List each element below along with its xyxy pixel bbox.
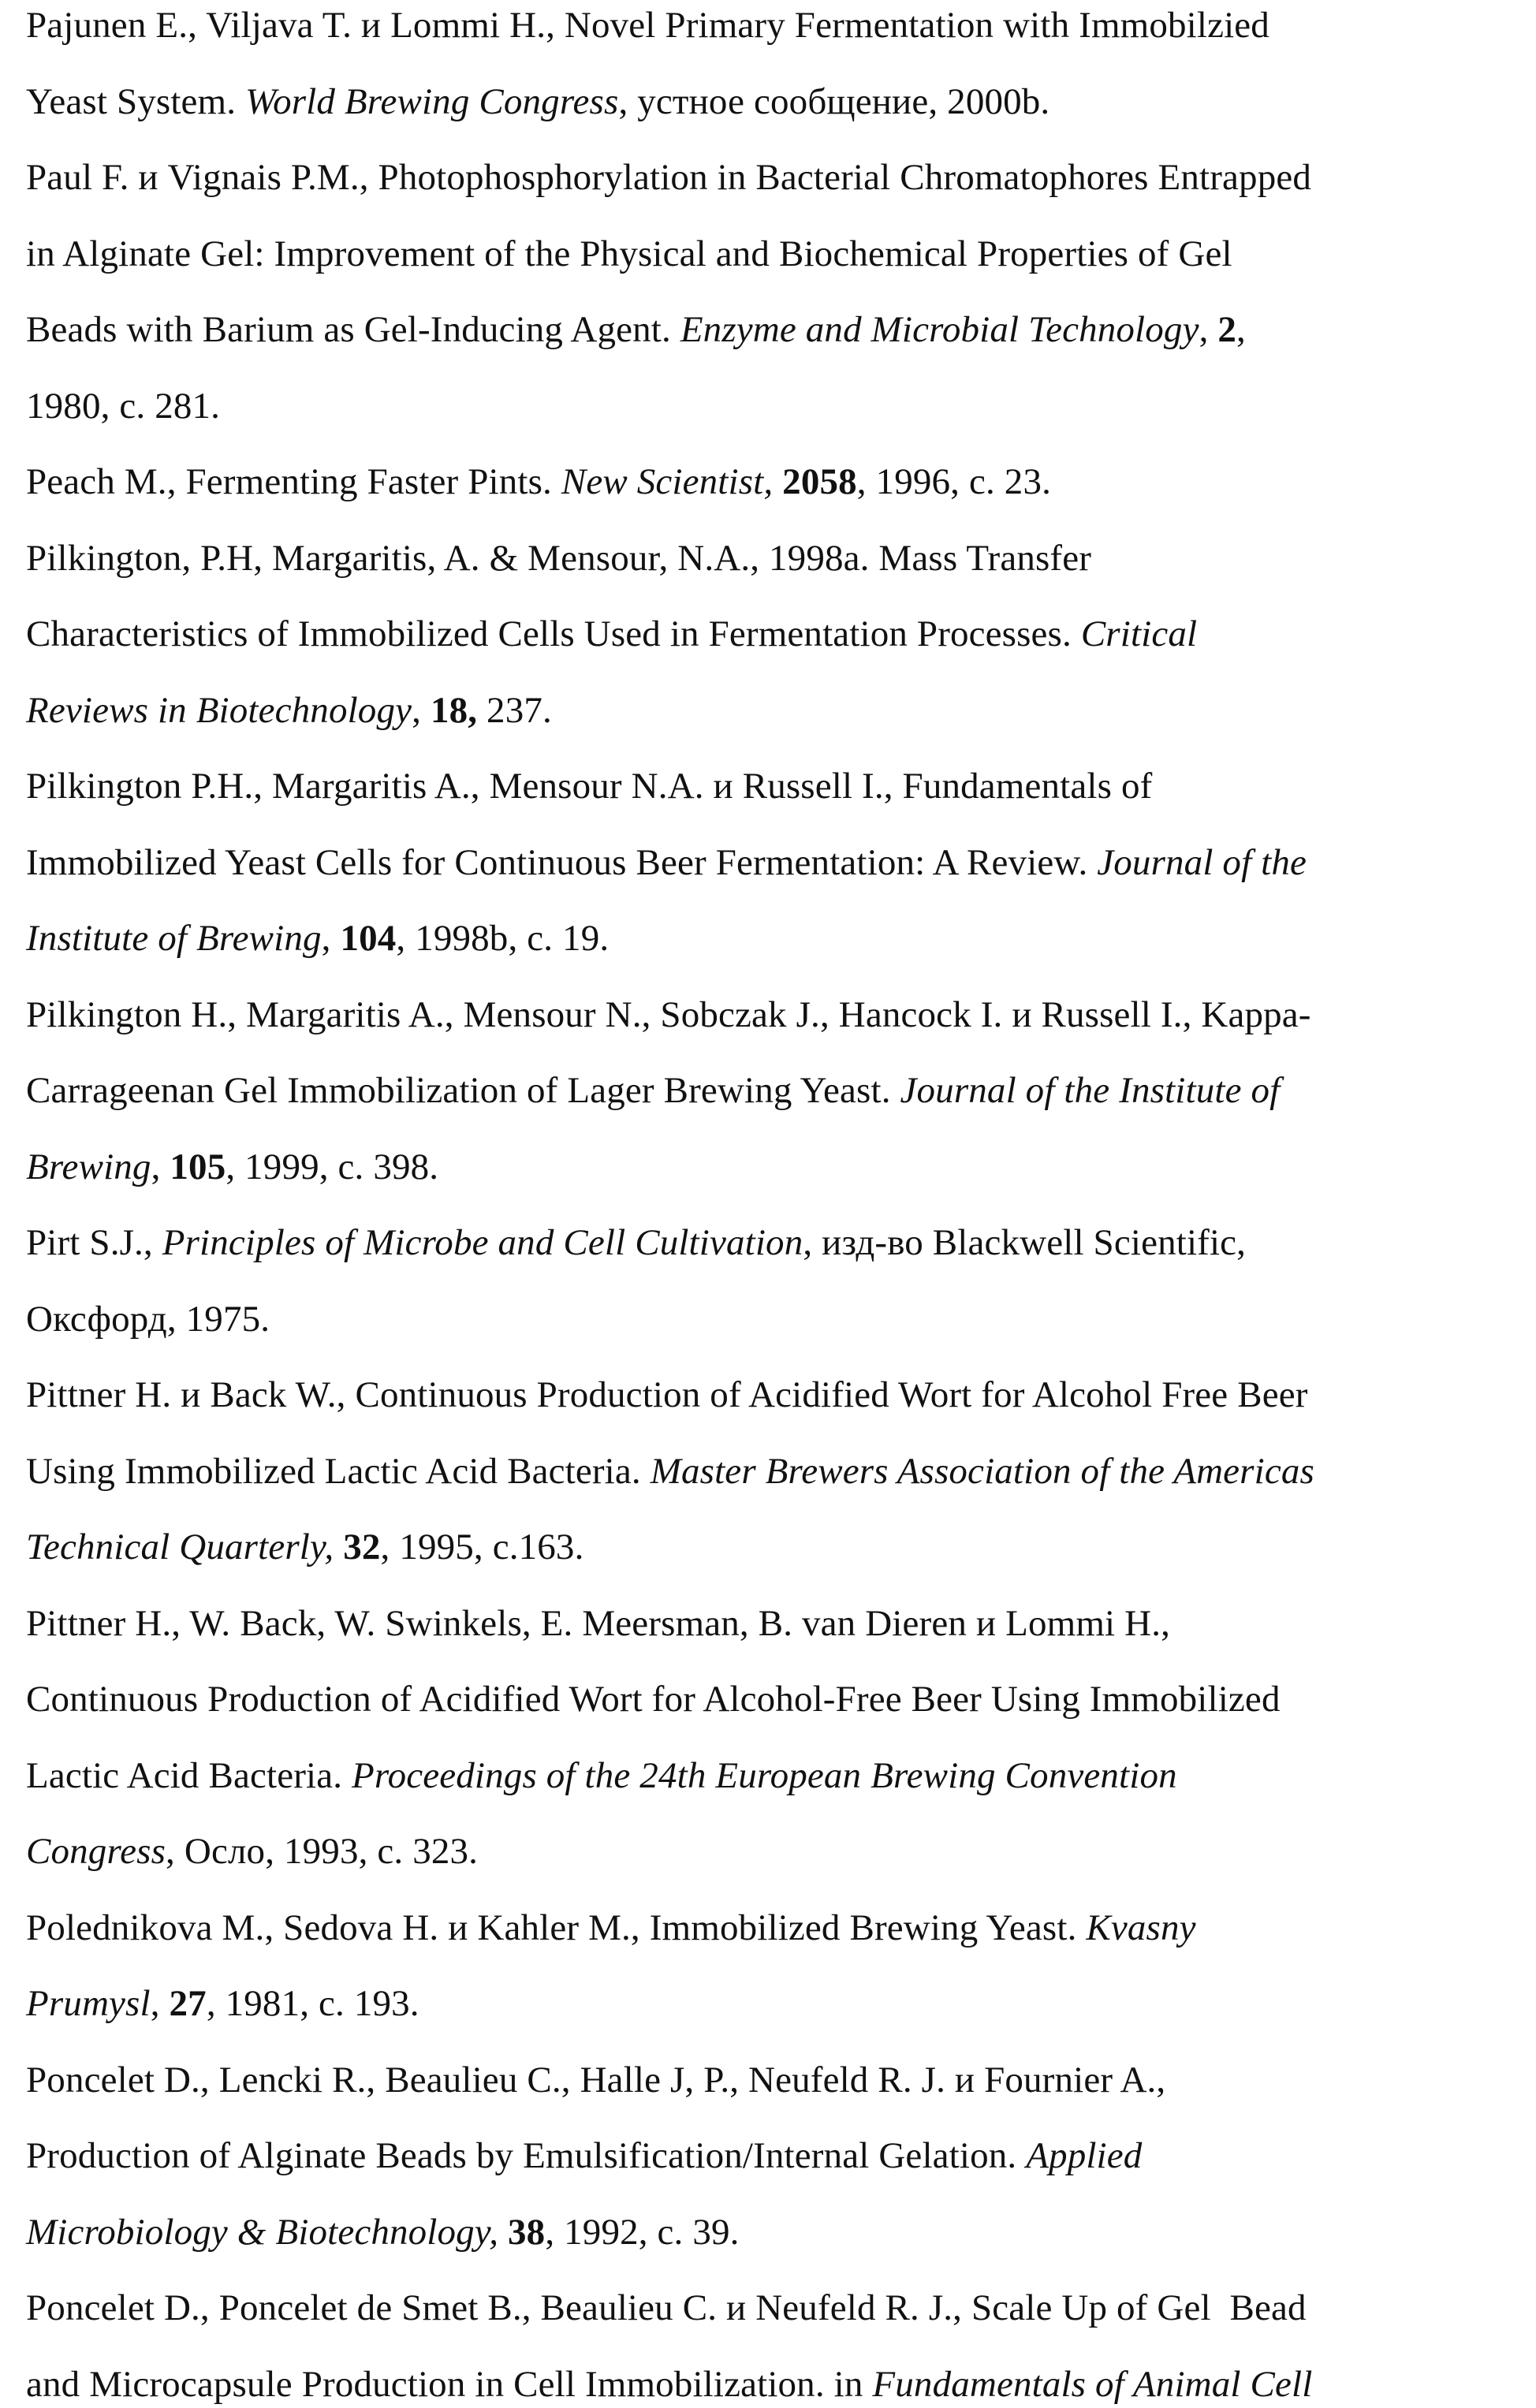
text-run: Pilkington, P.H, Margaritis, A. & Mensour, N.A., 1998a. Mass Transfer xyxy=(26,538,1091,579)
italic-text: Master Brewers Association of the Americas xyxy=(651,1451,1314,1492)
text-run: Pittner H., W. Back, W. Swinkels, E. Meersman, B. van Dieren и Lommi H., xyxy=(26,1603,1170,1644)
italic-text: New Scientist, xyxy=(561,461,773,502)
reference-line xyxy=(26,1295,270,1343)
italic-text: Principles of Microbe and Cell Cultivation xyxy=(162,1222,803,1263)
italic-text: Kvasny xyxy=(1086,1907,1195,1948)
text-run: Paul F. и Vignais P.M., Photophosphorylation in Bacterial Chromatophores Entrapped xyxy=(26,157,1311,198)
reference-line xyxy=(26,2361,1312,2408)
text-run: , xyxy=(1236,309,1246,350)
text-run: 237. xyxy=(477,690,552,731)
text-run: , 1992, с. 39. xyxy=(545,2212,739,2253)
reference-line xyxy=(26,1600,1170,1647)
reference-line xyxy=(26,230,1232,278)
text-run: Characteristics of Immobilized Cells Used in Fermentation Processes. xyxy=(26,613,1081,654)
italic-text: Institute of Brewing xyxy=(26,918,322,959)
bold-text: 32 xyxy=(343,1526,380,1567)
reference-line xyxy=(26,1143,438,1191)
text-run: , 1996, с. 23. xyxy=(857,461,1051,502)
text-run: in Alginate Gel: Improvement of the Physical and Biochemical Properties of Gel xyxy=(26,233,1232,274)
bold-text: 38 xyxy=(508,2212,545,2253)
text-run xyxy=(498,2212,508,2253)
bold-text: 105 xyxy=(170,1146,226,1187)
text-run: and Microcapsule Production in Cell Immobilization. in xyxy=(26,2364,872,2405)
text-run: , устное сообщение, 2000b. xyxy=(618,81,1049,122)
text-run: , 1981, с. 193. xyxy=(207,1983,419,2024)
italic-text: Prumysl xyxy=(26,1983,151,2024)
text-run: Оксфорд, 1975. xyxy=(26,1299,270,1340)
reference-list-page xyxy=(26,0,1520,2180)
text-run: 1980, с. 281. xyxy=(26,386,220,427)
italic-text: Proceedings of the 24th European Brewing Convention xyxy=(352,1755,1177,1796)
italic-text: Journal of the xyxy=(1097,842,1307,883)
reference-line xyxy=(26,687,552,734)
text-run: Pajunen E., Viljava T. и Lommi H., Novel Primary Fermentation with Immobilzied xyxy=(26,5,1269,46)
reference-line xyxy=(26,2132,1142,2179)
text-run: Production of Alginate Beads by Emulsification/Internal Gelation. xyxy=(26,2135,1026,2176)
text-run: Pilkington H., Margaritis A., Mensour N., Sobczak J., Hancock I. и Russell I., Kappa- xyxy=(26,994,1311,1035)
reference-line xyxy=(26,1067,1280,1114)
reference-line xyxy=(26,1676,1281,1723)
text-run: , xyxy=(151,1983,170,2024)
text-run: , xyxy=(322,918,341,959)
text-run: Pirt S.J., xyxy=(26,1222,162,1263)
text-run: Peach M., Fermenting Faster Pints. xyxy=(26,461,561,502)
reference-line xyxy=(26,1371,1308,1418)
text-run: , xyxy=(1199,309,1218,350)
italic-text: Critical xyxy=(1081,613,1197,654)
reference-line xyxy=(26,2209,740,2256)
reference-line xyxy=(26,382,220,430)
reference-line xyxy=(26,1828,478,1875)
text-run xyxy=(773,461,782,502)
italic-text: Enzyme and Microbial Technology xyxy=(680,309,1199,350)
text-run: Carrageenan Gel Immobilization of Lager Brewing Yeast. xyxy=(26,1070,900,1111)
text-run: , изд-во Blackwell Scientific, xyxy=(803,1222,1246,1263)
reference-line xyxy=(26,1904,1196,1951)
italic-text: World Brewing Congress xyxy=(245,81,618,122)
text-run: , 1999, с. 398. xyxy=(226,1146,438,1187)
text-run: Beads with Barium as Gel-Inducing Agent. xyxy=(26,309,680,350)
text-run: , xyxy=(412,690,431,731)
text-run: Pittner H. и Back W., Continuous Production of Acidified Wort for Alcohol Free Beer xyxy=(26,1374,1308,1415)
reference-line xyxy=(26,915,609,962)
italic-text: Fundamentals of Animal Cell xyxy=(872,2364,1312,2405)
reference-line xyxy=(26,535,1091,582)
reference-line xyxy=(26,1752,1177,1799)
italic-text: Applied xyxy=(1026,2135,1142,2176)
reference-line xyxy=(26,610,1197,658)
reference-line xyxy=(26,2,1269,49)
text-run: Immobilized Yeast Cells for Continuous Beer Fermentation: A Review. xyxy=(26,842,1097,883)
text-run: Poncelet D., Lencki R., Beaulieu C., Halle J, P., Neufeld R. J. и Fournier A., xyxy=(26,2059,1165,2100)
bold-text: 27 xyxy=(170,1983,207,2024)
reference-line xyxy=(26,154,1311,201)
text-run: Poncelet D., Poncelet de Smet B., Beaulieu C. и Neufeld R. J., Scale Up of Gel Bead xyxy=(26,2287,1307,2328)
text-run: , 1998b, с. 19. xyxy=(396,918,609,959)
text-run: , xyxy=(151,1146,170,1187)
text-run: , Осло, 1993, с. 323. xyxy=(166,1831,478,1872)
italic-text: Reviews in Biotechnology xyxy=(26,690,412,731)
text-run: Using Immobilized Lactic Acid Bacteria. xyxy=(26,1451,651,1492)
bold-text: 2 xyxy=(1217,309,1236,350)
reference-line xyxy=(26,839,1307,886)
reference-line xyxy=(26,1448,1314,1495)
reference-line xyxy=(26,1219,1246,1266)
text-run xyxy=(334,1526,343,1567)
reference-line xyxy=(26,991,1311,1038)
italic-text: Microbiology & Biotechnology, xyxy=(26,2212,498,2253)
bold-text: 104 xyxy=(340,918,396,959)
reference-line xyxy=(26,458,1051,505)
reference-line xyxy=(26,1523,583,1571)
reference-line xyxy=(26,2056,1165,2104)
italic-text: Congress xyxy=(26,1831,166,1872)
reference-line xyxy=(26,762,1152,810)
text-run: Polednikova M., Sedova H. и Kahler M., Immobilized Brewing Yeast. xyxy=(26,1907,1086,1948)
italic-text: Brewing xyxy=(26,1146,151,1187)
reference-line xyxy=(26,2284,1307,2332)
reference-line xyxy=(26,306,1246,353)
reference-line xyxy=(26,78,1049,125)
text-run: Yeast System. xyxy=(26,81,245,122)
text-run: , 1995, с.163. xyxy=(381,1526,584,1567)
text-run: Pilkington P.H., Margaritis A., Mensour N.A. и Russell I., Fundamentals of xyxy=(26,766,1152,807)
italic-text: Technical Quarterly, xyxy=(26,1526,334,1567)
bold-text: 18, xyxy=(431,690,477,731)
text-run: Lactic Acid Bacteria. xyxy=(26,1755,352,1796)
text-run: Continuous Production of Acidified Wort for Alcohol-Free Beer Using Immobilized xyxy=(26,1679,1281,1720)
bold-text: 2058 xyxy=(782,461,857,502)
italic-text: Journal of the Institute of xyxy=(900,1070,1281,1111)
reference-line xyxy=(26,1980,419,2027)
